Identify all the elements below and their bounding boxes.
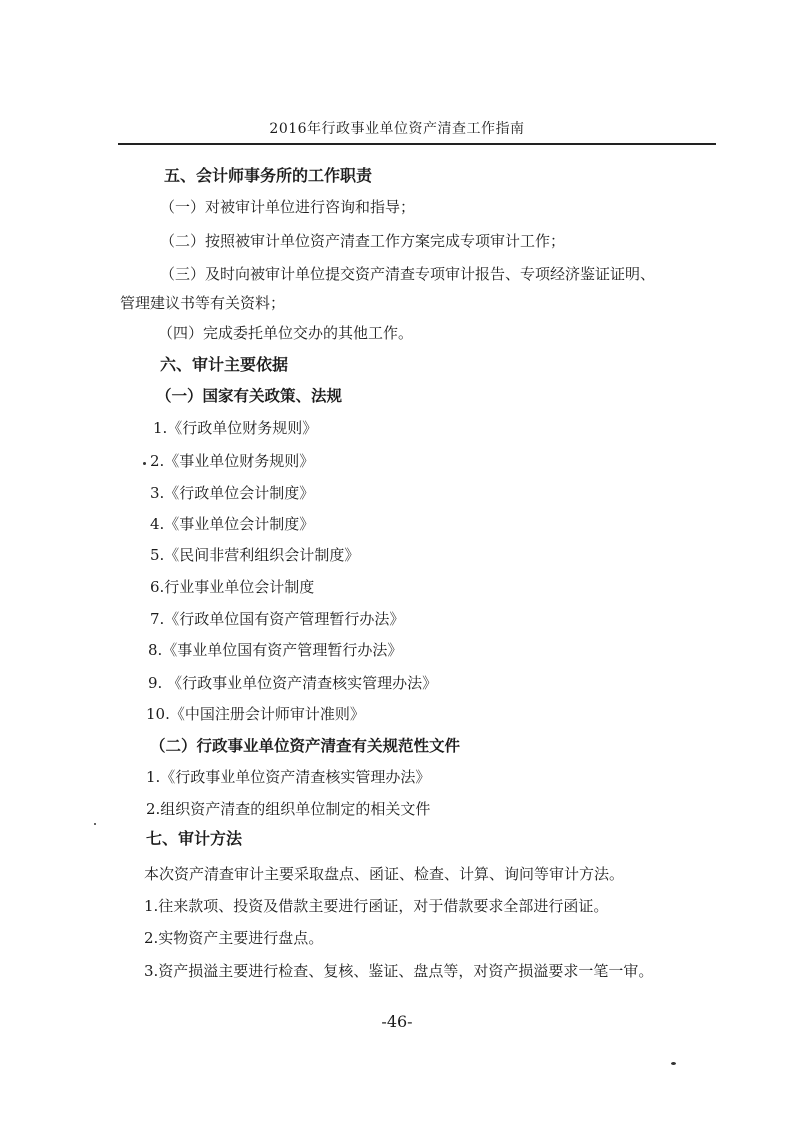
regulation-item-3: 3.《行政单位会计制度》	[150, 484, 315, 502]
normative-doc-item-1: 1.《行政事业单位资产清查核实管理办法》	[146, 768, 431, 786]
regulation-item-1: 1.《行政单位财务规则》	[153, 419, 318, 437]
section-6-subheading-1: （一）国家有关政策、法规	[156, 386, 343, 405]
section-5-item-2: （二）按照被审计单位资产清查工作方案完成专项审计工作；	[160, 232, 566, 250]
section-7-heading: 七、审计方法	[146, 829, 243, 848]
page-header-title: 2016年行政事业单位资产清查工作指南	[269, 121, 525, 137]
regulation-item-9: 9. 《行政事业单位资产清查核实管理办法》	[148, 674, 438, 692]
section-5-item-3-continued: 管理建议书等有关资料；	[120, 294, 286, 312]
section-6-heading: 六、审计主要依据	[160, 355, 289, 374]
page-number: -46-	[381, 1012, 413, 1031]
audit-method-intro: 本次资产清查审计主要采取盘点、函证、检查、计算、询问等审计方法。	[144, 865, 625, 883]
audit-method-item-1: 1.往来款项、投资及借款主要进行函证，对于借款要求全部进行函证。	[144, 897, 609, 915]
scan-speck	[143, 462, 146, 465]
section-6-subheading-2: （二）行政事业单位资产清查有关规范性文件	[150, 736, 461, 755]
section-5-item-1: （一）对被审计单位进行咨询和指导；	[160, 198, 416, 216]
regulation-item-7: 7.《行政单位国有资产管理暂行办法》	[150, 610, 405, 628]
regulation-item-10: 10.《中国注册会计师审计准则》	[146, 705, 365, 723]
scan-speck	[671, 1062, 676, 1065]
regulation-item-5: 5.《民间非营利组织会计制度》	[150, 546, 360, 564]
regulation-item-8: 8.《事业单位国有资产管理暂行办法》	[148, 641, 403, 659]
section-5-item-4: （四）完成委托单位交办的其他工作。	[158, 324, 414, 342]
section-5-item-3: （三）及时向被审计单位提交资产清查专项审计报告、专项经济鉴证证明、	[160, 265, 656, 283]
normative-doc-item-2: 2.组织资产清查的组织单位制定的相关文件	[146, 800, 431, 818]
regulation-item-6: 6.行业事业单位会计制度	[150, 578, 315, 596]
audit-method-item-3: 3.资产损溢主要进行检查、复核、鉴证、盘点等，对资产损溢要求一笔一审。	[144, 962, 654, 980]
header-divider	[118, 143, 716, 145]
scan-speck	[94, 823, 96, 825]
regulation-item-4: 4.《事业单位会计制度》	[150, 515, 315, 533]
section-5-heading: 五、会计师事务所的工作职责	[164, 166, 373, 185]
regulation-item-2: 2.《事业单位财务规则》	[150, 452, 315, 470]
audit-method-item-2: 2.实物资产主要进行盘点。	[144, 929, 324, 947]
